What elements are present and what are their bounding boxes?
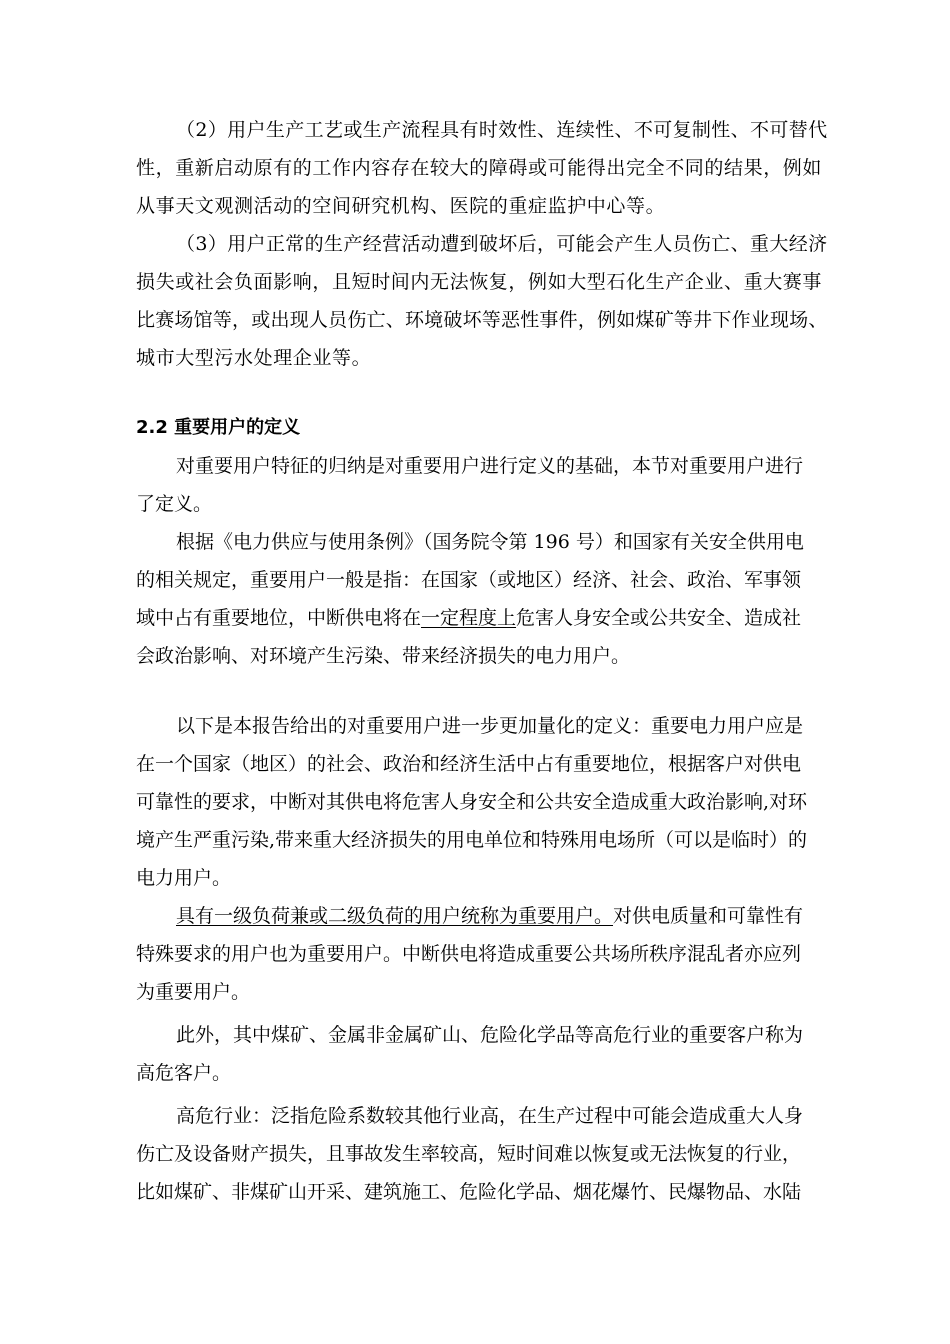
regulation-line-4: 会政治影响、对环境产生污染、带来经济损失的电力用户。	[136, 645, 631, 667]
regulation-line-1: 根据《电力供应与使用条例》（国务院令第 196 号）和国家有关安全供用电	[176, 531, 804, 553]
para-3-line-1: （3）用户正常的生产经营活动遭到破坏后，可能会产生人员伤亡、重大经济	[176, 233, 828, 255]
load-class-underlined-sentence: 具有一级负荷兼或二级负荷的用户统称为重要用户。	[176, 905, 614, 927]
quantified-line-2: 在一个国家（地区）的社会、政治和经济生活中占有重要地位，根据客户对供电	[136, 753, 802, 775]
para-2-line-1: （2）用户生产工艺或生产流程具有时效性、连续性、不可复制性、不可替代	[176, 119, 828, 141]
para-2-line-2: 性，重新启动原有的工作内容存在较大的障碍或可能得出完全不同的结果，例如	[136, 157, 823, 179]
intro-line-1: 对重要用户特征的归纳是对重要用户进行定义的基础，本节对重要用户进行	[176, 455, 804, 477]
quantified-line-1: 以下是本报告给出的对重要用户进一步更加量化的定义：重要电力用户应是	[176, 715, 804, 737]
regulation-underlined-phrase: 一定程度上	[421, 607, 517, 629]
regulation-line-2: 的相关规定，重要用户一般是指：在国家（或地区）经济、社会、政治、军事领	[136, 569, 802, 591]
high-risk-industry-line-3: 比如煤矿、非煤矿山开采、建筑施工、危险化学品、烟花爆竹、民爆物品、水陆	[136, 1181, 802, 1203]
load-class-line-1	[176, 904, 803, 928]
quantified-line-3: 可靠性的要求，中断对其供电将危害人身安全和公共安全造成重大政治影响,对环	[136, 791, 808, 813]
para-3-line-3: 比赛场馆等，或出现人员伤亡、环境破坏等恶性事件，例如煤矿等井下作业现场、	[136, 309, 828, 331]
quantified-line-4: 境产生严重污染,带来重大经济损失的用电单位和特殊用电场所（可以是临时）的	[136, 829, 808, 851]
quantified-line-5: 电力用户。	[136, 867, 232, 889]
regulation-line-3	[136, 606, 801, 630]
section-heading: 2.2 重要用户的定义	[136, 417, 301, 438]
high-risk-customers-line-2: 高危客户。	[136, 1062, 232, 1084]
intro-line-2: 了定义。	[136, 493, 213, 515]
load-class-line-2: 特殊要求的用户也为重要用户。中断供电将造成重要公共场所秩序混乱者亦应列	[136, 943, 802, 965]
high-risk-industry-line-1: 高危行业：泛指危险系数较其他行业高，在生产过程中可能会造成重大人身	[176, 1105, 804, 1127]
para-3-line-2: 损失或社会负面影响，且短时间内无法恢复，例如大型石化生产企业、重大赛事	[136, 271, 823, 293]
high-risk-customers-line-1: 此外，其中煤矿、金属非金属矿山、危险化学品等高危行业的重要客户称为	[176, 1024, 804, 1046]
load-class-line-1-after: 对供电质量和可靠性有	[613, 905, 804, 927]
para-3-line-4: 城市大型污水处理企业等。	[136, 347, 372, 369]
para-2-line-3: 从事天文观测活动的空间研究机构、医院的重症监护中心等。	[136, 195, 666, 217]
load-class-line-3: 为重要用户。	[136, 981, 251, 1003]
high-risk-industry-line-2: 伤亡及设备财产损失，且事故发生率较高，短时间难以恢复或无法恢复的行业，	[136, 1143, 802, 1165]
regulation-line-3-before: 域中占有重要地位，中断供电将在	[136, 607, 422, 629]
regulation-line-3-after: 危害人身安全或公共安全、造成社	[516, 607, 802, 629]
